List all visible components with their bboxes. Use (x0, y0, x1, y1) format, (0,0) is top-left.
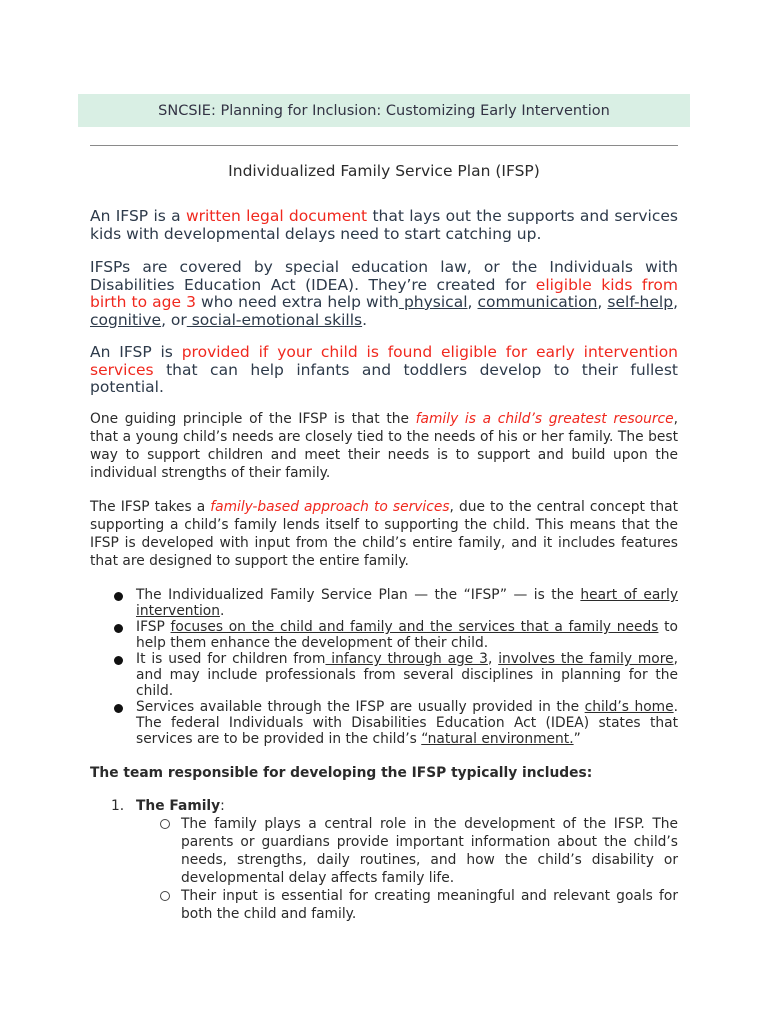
list-item: Their input is essential for creating meaningful and relevant goals for both the child and family. (181, 888, 678, 922)
header-banner: SNCSIE: Planning for Inclusion: Customizing Early Intervention (78, 94, 690, 127)
list-item: It is used for children from infancy through age 3, involves the family more, and may include professionals from several disciplines in planning for the child. (136, 651, 678, 699)
team-heading: The team responsible for developing the IFSP typically includes: (90, 765, 593, 781)
link-communication[interactable]: communication (477, 293, 598, 311)
bullet-icon (160, 891, 170, 901)
link-self-help[interactable]: self-help (607, 293, 674, 311)
bullet-icon (114, 592, 123, 601)
link-infancy-through-age-3[interactable]: infancy through age 3 (325, 651, 488, 667)
list-item: IFSP focuses on the child and family and the services that a family needs to help them enhance the development of their child. (136, 619, 678, 651)
link-social-emotional[interactable]: social-emotional skills (186, 310, 363, 329)
list-item: The family plays a central role in the development of the IFSP. The parents or guardians provide important information about the child’s needs, strengths, daily routines, and how the child’s disability or developmental delay affects family life. (181, 816, 678, 886)
paragraph-principle: One guiding principle of the IFSP is that the family is a child’s greatest resource, that a young child’s needs are closely tied to the needs of his or her family. The best way to support children and meet their needs is to support and build upon the individual strengths of their family. (90, 411, 679, 481)
divider (90, 145, 678, 146)
link-focuses-on-family[interactable]: focuses on the child and family and the services that a family needs (170, 619, 659, 635)
paragraph-eligibility: An IFSP is provided if your child is found eligible for early intervention services that can help infants and toddlers develop to their fullest potential. (90, 343, 678, 396)
bullet-icon (114, 624, 123, 633)
highlight-text: family-based approach to services (210, 499, 450, 515)
list-item: The Family: (136, 798, 225, 814)
paragraph-intro: An IFSP is a written legal document that lays out the supports and services kids with developmental delays need to start catching up. (90, 207, 678, 243)
list-number: 1. (111, 798, 125, 814)
paragraph-family-approach: The IFSP takes a family-based approach to services, due to the central concept that supporting a child’s family lends itself to supporting the child. This means that the IFSP is developed with input from the child’s entire family, and it includes features that are designed to support the entire family. (90, 499, 678, 569)
bullet-icon (114, 704, 123, 713)
link-involves-family-more[interactable]: involves the family more (498, 651, 674, 667)
list-item: The Individualized Family Service Plan — the “IFSP” — is the heart of early intervention. (136, 587, 678, 619)
list-item: Services available through the IFSP are usually provided in the child’s home. The federal Individuals with Disabilities Education Act (IDEA) states that services are to be provided in the child’s “natural environment.” (136, 699, 678, 747)
highlight-text: family is a child’s greatest resource (415, 411, 674, 427)
bullet-icon (160, 819, 170, 829)
page-title: Individualized Family Service Plan (IFSP) (228, 162, 540, 180)
link-childs-home[interactable]: child’s home (584, 699, 674, 715)
link-cognitive[interactable]: cognitive (90, 310, 162, 329)
link-natural-environment[interactable]: “natural environment. (421, 731, 574, 747)
highlight-text: eligible kids from birth to age 3 (90, 275, 678, 311)
link-heart-of-early-intervention[interactable]: heart of early intervention (136, 587, 678, 619)
team-item-label: The Family (136, 798, 221, 814)
highlight-text: written legal document (185, 207, 368, 225)
highlight-text: provided if your child is found eligible for early intervention services (90, 343, 678, 379)
paragraph-idea: IFSPs are covered by special education law, or the Individuals with Disabilities Education Act (IDEA). They’re created for eligible kids from birth to age 3 who need extra help with physical, communication, self-help, cognitive, or social-emotional skills. (90, 258, 678, 329)
link-physical[interactable]: physical (398, 293, 468, 311)
bullet-icon (114, 656, 123, 665)
